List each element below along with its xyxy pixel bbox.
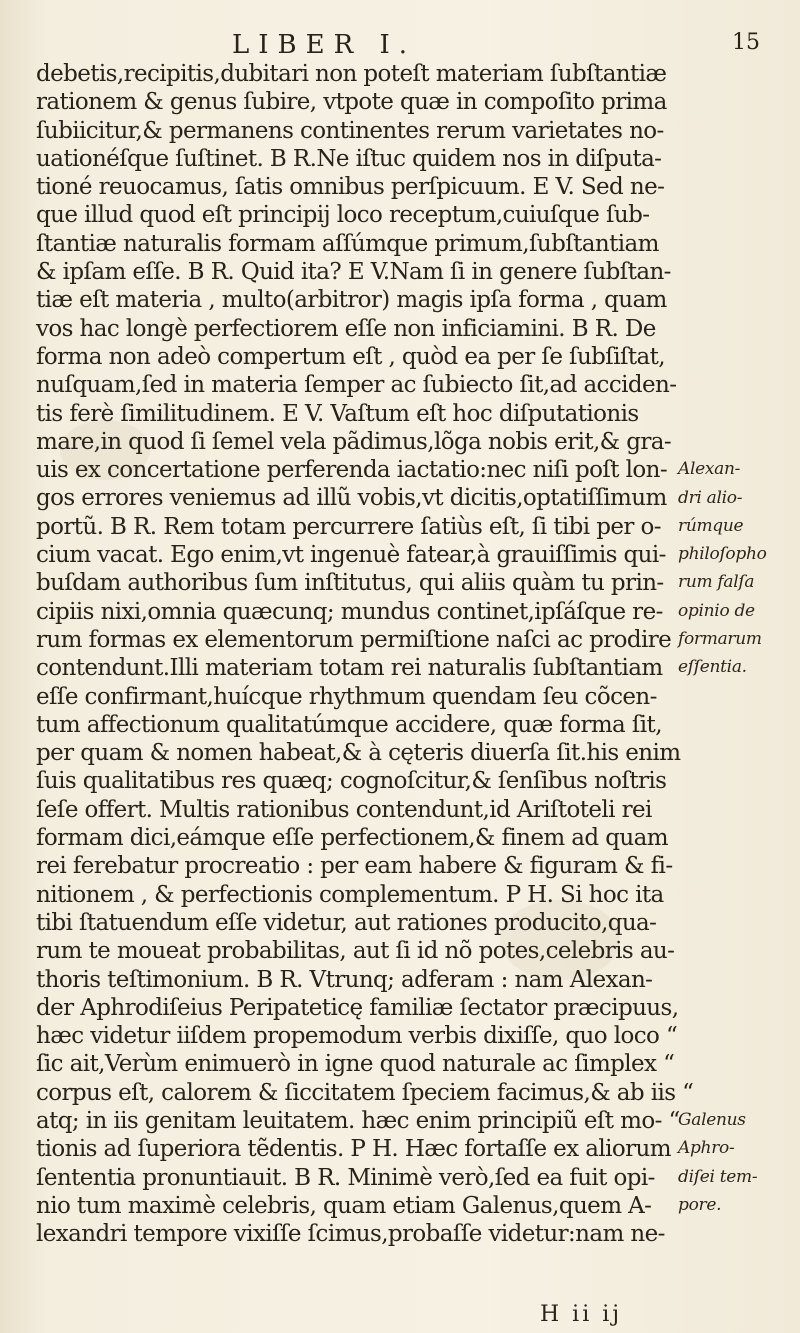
margin-note: Aphro- bbox=[678, 1138, 735, 1159]
text-line: thoris teſtimonium. B R. Vtrunq; adferam : nam Alexan- bbox=[36, 966, 653, 993]
text-line: debetis,recipitis,dubitari non poteſt materiam ſubſtantiæ bbox=[36, 61, 667, 87]
margin-note: rúmque bbox=[678, 515, 744, 536]
text-line: tis ferè ſimilitudinem. E V. Vaſtum eſt hoc diſputationis bbox=[36, 400, 639, 427]
text-line: tiæ eſt materia , multo(arbitror) magis ipſa forma , quam bbox=[36, 287, 667, 314]
text-line: formam dici,eámque eſſe perfectionem,& finem ad quam bbox=[36, 825, 668, 852]
text-line: corpus eſt, calorem & ſiccitatem ſpeciem facimus,& ab iis “ bbox=[36, 1079, 694, 1106]
margin-note: Galenus bbox=[678, 1110, 746, 1131]
signature-mark: H ii ij bbox=[540, 1302, 623, 1327]
text-line: tionis ad ſuperiora tẽdentis. P H. Hæc fortaſſe ex aliorum bbox=[36, 1136, 671, 1163]
text-line: nuſquam,ſed in materia ſemper ac ſubiecto ſit,ad acciden- bbox=[36, 372, 677, 399]
text-line: hæc videtur iiſdem propemodum verbis dixiſſe, quo loco “ bbox=[36, 1023, 678, 1050]
text-line: rei ferebatur procreatio : per eam habere & figuram & fi- bbox=[36, 853, 673, 880]
running-title: LIBER I. bbox=[232, 30, 416, 60]
text-line: per quam & nomen habeat,& à cęteris diuerſa ſit.his enim bbox=[36, 740, 681, 767]
text-line: rum formas ex elementorum permiſtione naſci ac prodire bbox=[36, 626, 672, 653]
text-line: & ipſam eſſe. B R. Quid ita? E V.Nam ſi in genere ſubſtan- bbox=[36, 259, 671, 286]
text-line: ſubiicitur,& permanens continentes rerum varietates no- bbox=[36, 117, 664, 144]
text-line: vos hac longè perfectiorem eſſe non inficiamini. B R. De bbox=[36, 315, 656, 342]
text-line: cipiis nixi,omnia quæcunq; mundus continet,ipſáſque re- bbox=[36, 598, 663, 625]
text-line: buſdam authoribus ſum inſtitutus, qui aliis quàm tu prin- bbox=[36, 570, 664, 597]
text-line: portũ. B R. Rem totam percurrere ſatiùs eſt, ſi tibi per o- bbox=[36, 513, 661, 540]
text-line: tioné reuocamus, ſatis omnibus perſpicuum. E V. Sed ne- bbox=[36, 174, 665, 201]
text-line: tum affectionum qualitatúmque accidere, quæ forma ſit, bbox=[36, 711, 662, 738]
text-line: ſic ait,Verùm enimuerò in igne quod naturale ac ſimplex “ bbox=[36, 1051, 675, 1078]
text-line: cium vacat. Ego enim,vt ingenuè fatear,à grauiſſimis qui- bbox=[36, 542, 666, 569]
page-header bbox=[0, 30, 800, 60]
text-line: uationéſque ſuſtinet. B R.Ne iſtuc quidem nos in diſputa- bbox=[36, 145, 662, 172]
text-line: nitionem , & perfectionis complementum. P H. Si hoc ita bbox=[36, 881, 664, 908]
text-line: rationem & genus ſubire, vtpote quæ in compoſito prima bbox=[36, 89, 667, 116]
text-line: forma non adeò compertum eſt , quòd ea per ſe ſubſiſtat, bbox=[36, 343, 665, 370]
margin-note: rum falſa bbox=[678, 572, 755, 593]
text-line: uis ex concertatione perferenda iactatio:nec niſi poſt lon- bbox=[36, 457, 668, 484]
text-line: ſententia pronuntiauit. B R. Minimè verò,ſed ea fuit opi- bbox=[36, 1164, 655, 1191]
margin-note: philoſopho bbox=[678, 544, 767, 565]
margin-note: formarum bbox=[678, 629, 762, 649]
text-line: ſeſe offert. Multis rationibus contendunt,id Ariſtoteli rei bbox=[36, 796, 652, 823]
margin-note: diſei tem- bbox=[678, 1166, 758, 1187]
text-line: tibi ſtatuendum eſſe videtur, aut rationes producito,qua- bbox=[36, 909, 657, 936]
text-line: atq; in iis genitam leuitatem. hæc enim principiũ eſt mo- “ bbox=[36, 1107, 680, 1134]
text-line: der Aphrodiſeius Peripateticę familiæ ſectator præcipuus, bbox=[36, 994, 679, 1021]
text-line: contendunt.Illi materiam totam rei naturalis ſubſtantiam bbox=[36, 655, 663, 682]
margin-note: dri alio- bbox=[678, 487, 743, 508]
text-line: ſuis qualitatibus res quæq; cognoſcitur,& ſenſibus noſtris bbox=[36, 768, 667, 795]
text-line: rum te moueat probabilitas, aut ſi id nõ potes,celebris au- bbox=[36, 938, 675, 965]
text-line: lexandri tempore vixiſſe ſcimus,probaſſe videtur:nam ne- bbox=[36, 1221, 665, 1248]
text-line: eſſe confirmant,huícque rhythmum quendam ſeu cõcen- bbox=[36, 683, 657, 710]
text-line: mare,in quod ſi ſemel vela pãdimus,lõga nobis erit,& gra- bbox=[36, 428, 672, 455]
margin-note: pore. bbox=[678, 1195, 722, 1215]
main-text-block bbox=[36, 60, 694, 1248]
margin-note: opinio de bbox=[678, 600, 755, 621]
text-line: ſtantiæ naturalis formam aſſúmque primum,ſubſtantiam bbox=[36, 230, 659, 257]
text-line: nio tum maximè celebris, quam etiam Galenus,quem A- bbox=[36, 1192, 652, 1219]
margin-note: Alexan- bbox=[678, 459, 741, 480]
margin-note: eſſentia. bbox=[678, 657, 747, 678]
text-line: gos errores veniemus ad illũ vobis,vt dicitis,optatiſſimum bbox=[36, 485, 667, 512]
page-number: 15 bbox=[732, 30, 760, 55]
text-line: que illud quod eſt principij loco receptum,cuiuſque ſub- bbox=[36, 202, 650, 229]
